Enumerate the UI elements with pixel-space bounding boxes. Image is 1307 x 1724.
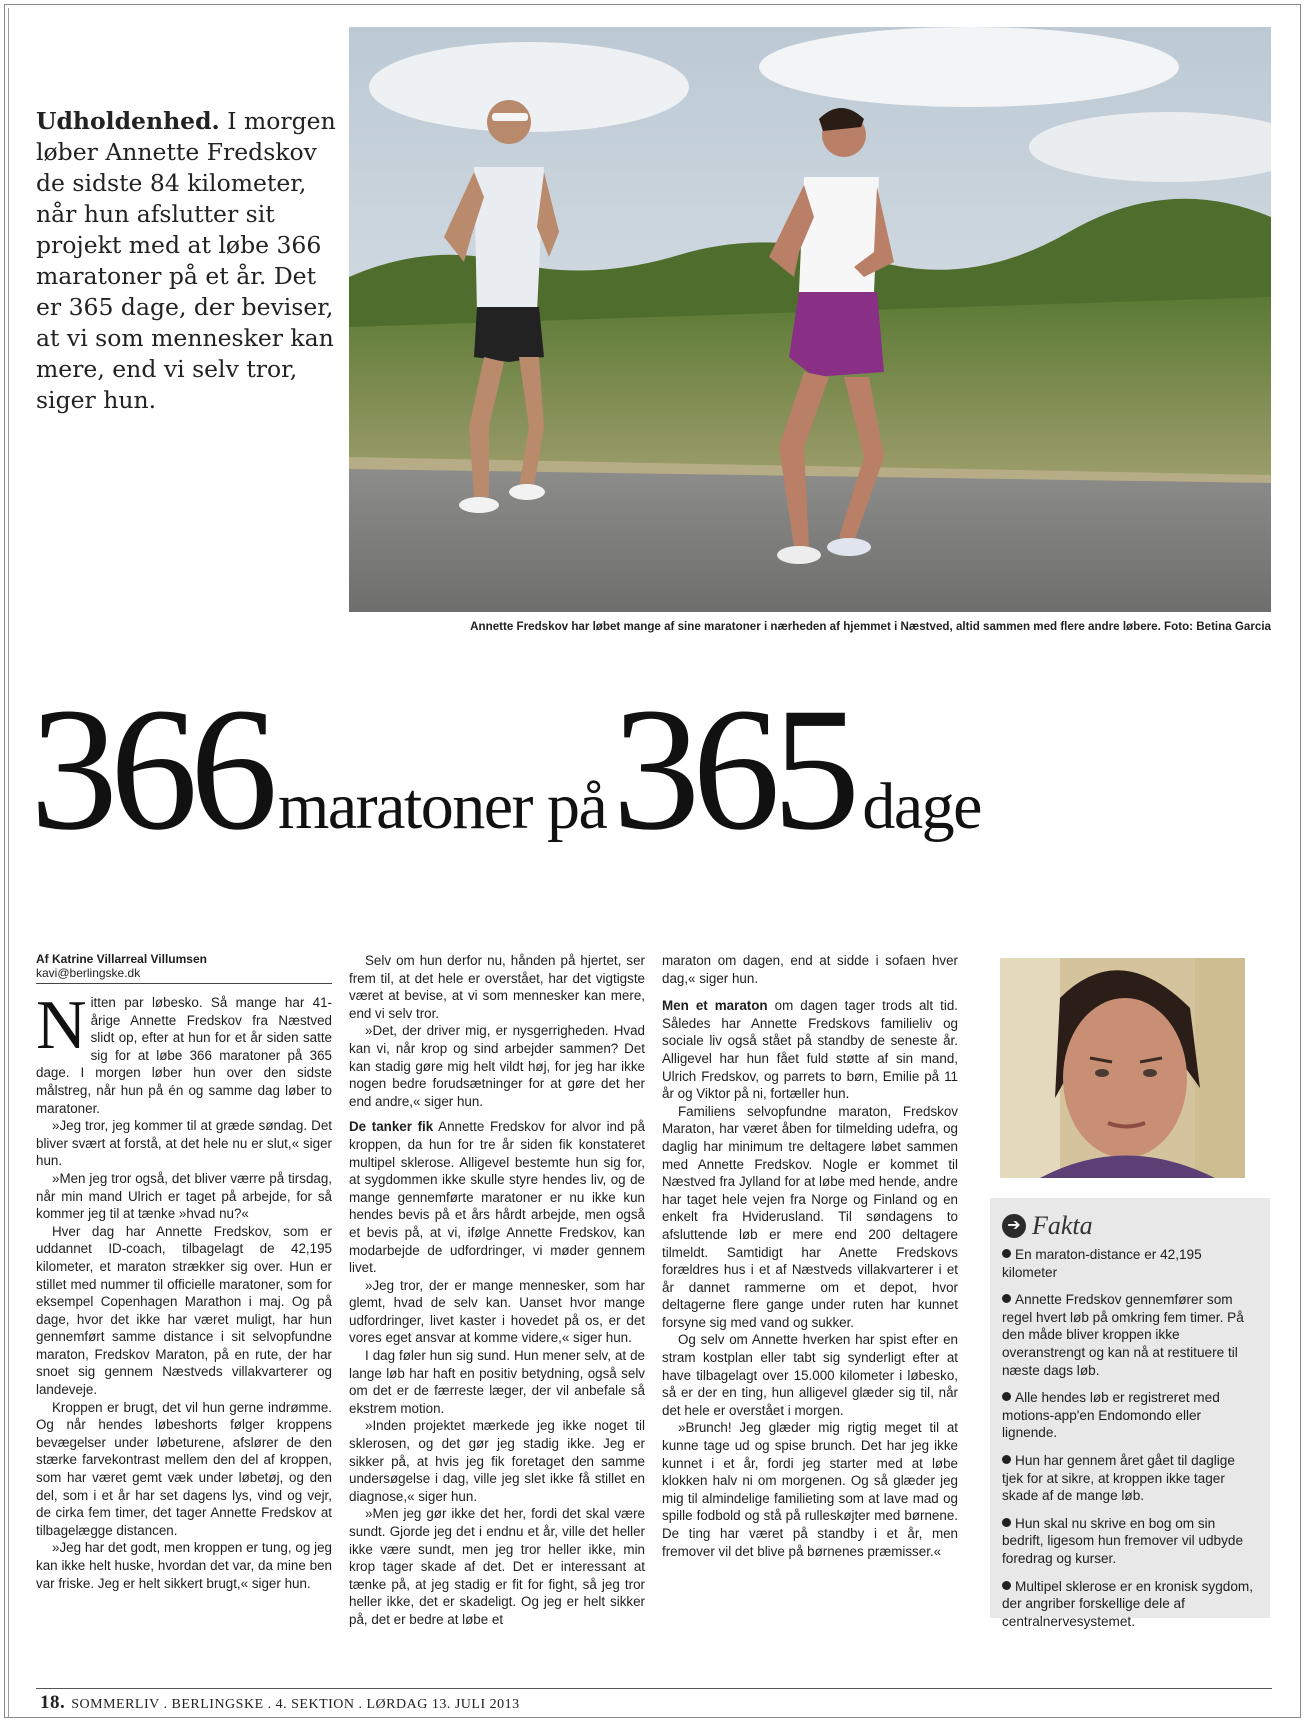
fakta-item-text: Hun har gennem året gået til daglige tjek for at sikre, at kroppen ikke tager skade af de mange løb.: [1002, 1452, 1235, 1504]
lead-kicker: Udholdenhed.: [36, 107, 220, 135]
headline-maratoner-paa: maratoner på: [278, 770, 607, 843]
footer-section-text: SOMMERLIV . BERLINGSKE . 4. SEKTION . LØRDAG 13. JULI 2013: [71, 1697, 520, 1712]
headline: [30, 672, 1280, 872]
paragraph-text: om dagen tager trods alt tid. Således har Annette Fredskovs familieliv og sociale liv også stået på standby de seneste år. Alligevel har hun fået fuld støtte af sin mand, Ulrich Fredskov, og parrets to børn, Emilie på 11 år og Viktor på ni, fortæller hun.: [662, 998, 958, 1102]
bullet-icon: [1002, 1581, 1011, 1590]
fakta-item-text: Hun skal nu skrive en bog om sin bedrift, ligesom hun fremover vil udbyde foredrag og kurser.: [1002, 1515, 1244, 1566]
headline-dage: dage: [862, 770, 981, 843]
bullet-icon: [1002, 1294, 1011, 1303]
fakta-header: [990, 1198, 1270, 1246]
article-paragraph: I dag føler hun sig sund. Hun mener selv, at de lange løb har haft en positiv betydning, også selv om det er de færreste læger, der vil anbefale så ekstrem motion.: [349, 1348, 645, 1416]
bullet-icon: [1002, 1518, 1011, 1527]
article-paragraph: Og selv om Annette hverken har spist efter en stram kostplan eller tabt sig synderligt efter at have tilbagelagt over 15.000 kilometer i løbesko, så er der en ting, hun alligevel glæder sig til, når det hele er overstået i morgen.: [662, 1332, 958, 1418]
fakta-item: [1002, 1291, 1258, 1379]
fakta-list: [990, 1246, 1270, 1630]
lead-paragraph: [36, 106, 336, 416]
fakta-item-text: Annette Fredskov gennemfører som regel hvert løb på omkring fem timer. På den måde bliver kroppen ikke overanstrengt og kan nå at restituere til næste dags løb.: [1002, 1292, 1244, 1378]
article-paragraph: »Inden projektet mærkede jeg ikke noget til sklerosen, og det gør jeg stadig ikke. Jeg er sikker på, at hvis jeg fik foretaget den samme undersøgelse i dag, ville jeg slet ikke få stillet en diagnose,« siger hun.: [349, 1418, 645, 1504]
fakta-item: [1002, 1452, 1258, 1505]
fakta-title: Fakta: [1032, 1211, 1093, 1241]
article-paragraph: »Men jeg tror også, det bliver værre på tirsdag, når min mand Ulrich er taget på arbejde, for så kommer jeg til at tænke »hvad nu?«: [36, 1170, 332, 1222]
article-paragraph: »Brunch! Jeg glæder mig rigtig meget til at kunne tage ud og spise brunch. Det har jeg ikke kunnet i et år, fordi jeg starter med at løbe klokken halv ni om morgenen. Og så glæder jeg mig til almindelige familieting som at lave mad og spille fodbold og stå på rulleskøjter med børnene. De ting har været på standby i et år, men fremover vil det blive på børnenes præmisser.«: [662, 1420, 958, 1559]
runners-photo-illustration: [349, 27, 1271, 612]
page-footer: [40, 1692, 520, 1714]
fakta-item-text: Multipel sklerose er en kronisk sygdom, der angriber forskellige dele af centralnervesystemet.: [1002, 1578, 1253, 1629]
headline-number-365: 365: [612, 672, 853, 867]
article-paragraph: »Jeg tror, der er mange mennesker, som har glemt, hvad de selv kan. Uanset hvor mange udfordringer, livet kaster i hovedet på os, er det vores eget ansvar at komme videre,« siger hun.: [349, 1277, 645, 1346]
fakta-item: [1002, 1246, 1258, 1281]
paragraph-text: Annette Fredskov for alvor ind på kroppen, da hun for tre år siden fik konstateret multipel sklerose. Alligevel bestemte hun sig for, at sygdommen ikke skulle styre hendes liv, og de mange gennemførte maratoner er nu ikke kun hendes bevis på et års hårdt arbejde, men også et bevis på, at vi, ifølge Annette Fredskov, kan modarbejde de udfordringer, vi møder gennem livet.: [349, 1119, 645, 1276]
article-paragraph: [349, 1118, 645, 1276]
paragraph-text: itten par løbesko. Så mange har 41-årige Annette Fredskov fra Næstved slidt op, efter at hun for et år siden satte sig for at løbe 366 maratoner på 365 dage. I morgen løber hun over den sidste målstreg, når hun på én og samme dag løber to maratoner.: [36, 995, 332, 1116]
fakta-item: [1002, 1515, 1258, 1568]
drop-cap: N: [36, 987, 87, 1064]
portrait-photo: [1000, 958, 1245, 1178]
lead-text: I morgen løber Annette Fredskov de sidste 84 kilometer, når hun afslutter sit projekt med at løbe 366 maratoner på et år. Det er 365 dage, der beviser, at vi som mennesker kan mere, end vi selv tror, siger hun.: [36, 107, 336, 414]
fakta-item: [1002, 1578, 1258, 1631]
article-paragraph: »Men jeg gør ikke det her, fordi det skal være sundt. Gjorde jeg det i endnu et år, ville det heller ikke være sundt, men jeg tror heller ikke, min krop tager skade af det. Det er interessant at tænke på, at jeg stadig er fit for fight, så jeg tror heller ikke, det er skadeligt. Og jeg er helt sikker på, det er bedre at løbe et: [349, 1506, 645, 1627]
byline-email[interactable]: kavi@berlingske.dk: [36, 966, 141, 980]
article-column-2: [349, 952, 645, 1629]
page-number: 18.: [40, 1692, 66, 1713]
subhead-lead: De tanker fik: [349, 1119, 434, 1135]
fakta-box: [990, 1198, 1270, 1629]
bullet-icon: [1002, 1455, 1011, 1464]
arrow-right-icon: ➔: [1002, 1214, 1026, 1238]
fakta-item-text: Alle hendes løb er registreret med motions-app'en Endomondo eller lignende.: [1002, 1390, 1220, 1441]
article-paragraph: »Det, der driver mig, er nysgerrigheden. Hvad kan vi, når krop og sind arbejder sammen? Det kan stadig gøre mig helt vildt høj, for jeg har ikke nogen bedre forudsætninger for at gøre det her end andre,« siger hun.: [349, 1023, 645, 1109]
fakta-item: [1002, 1389, 1258, 1442]
article-paragraph: Hver dag har Annette Fredskov, som er uddannet ID-coach, tilbagelagt de 42,195 kilometer, et maraton strækker sig over. Hun er stillet med nummer til officielle maratoner, som for eksempel Copenhagen Marathon i maj. Og på dage, hvor det ikke har været muligt, har hun gennemført samme distance i sit selvopfundne maraton, Fredskov Maraton, på en rute, der har snoet sig gennem Næstveds villakvarterer og landeveje.: [36, 1223, 332, 1398]
article-paragraph: »Jeg tror, jeg kommer til at græde søndag. Det bliver svært at forstå, at det hele nu er slut,« siger hun.: [36, 1118, 332, 1169]
footer-rule: [36, 1688, 1272, 1689]
article-paragraph: [36, 987, 332, 1117]
article-column-1: [36, 952, 332, 1592]
article-column-3: [662, 952, 958, 1560]
runners-photo: [349, 27, 1271, 612]
article-paragraph: Selv om hun derfor nu, hånden på hjertet, ser frem til, at det hele er overstået, har det vigtigste været at bevise, at vi som mennesker kan mere, end vi selv tror.: [349, 953, 645, 1021]
subhead-lead: Men et maraton: [662, 998, 768, 1014]
photo-caption: Annette Fredskov har løbet mange af sine maratoner i nærheden af hjemmet i Næstved, altid sammen med flere andre løbere. Foto: Betina Garcia: [470, 620, 1271, 633]
fakta-item-text: En maraton-distance er 42,195 kilometer: [1002, 1247, 1202, 1280]
article-paragraph: [662, 997, 958, 1103]
article-paragraph: maraton om dagen, end at sidde i sofaen hver dag,« siger hun.: [662, 953, 958, 986]
bullet-icon: [1002, 1249, 1011, 1258]
headline-number-366: 366: [30, 672, 270, 867]
bullet-icon: [1002, 1392, 1011, 1401]
portrait-illustration: [1000, 958, 1245, 1178]
byline: [36, 952, 332, 984]
article-paragraph: »Jeg har det godt, men kroppen er tung, og jeg kan ikke helt huske, hvordan det var, da mine ben var friske. Jeg er helt sikkert brugt,« siger hun.: [36, 1540, 332, 1591]
byline-author: Af Katrine Villarreal Villumsen: [36, 952, 207, 966]
article-paragraph: Kroppen er brugt, det vil hun gerne indrømme. Og når hendes løbeshorts følger kroppens bevægelser under løbeturene, afslører de den stærke farvekontrast mellem den del af kroppen, som har været gemt væk under løbetøj, og den del, som i et år har set dagens lys, vind og vejr, de cirka fem timer, det tager Annette Fredskov at tilbagelægge distancen.: [36, 1399, 332, 1538]
article-paragraph: Familiens selvopfundne maraton, Fredskov Maraton, har været åben for tilmelding udefra, og daglig har minimum tre deltagere løbet sammen med Annette Fredskov. Nogle er kommet til Næstved fra Jylland for at løbe med hende, andre har taget hele vejen fra Norge og Finland og en enkelt fra Hviderusland. Til søndagens to afsluttende løb er mere end 200 deltagere tilmeldt. Samtidigt har Anette Fredskovs forældres hus i et af Næstveds villakvarterer i et år dannet rammerne om et depot, hvor deltagerne flere gange under ruten har kunnet forsyne sig med vand og sukker.: [662, 1103, 958, 1330]
